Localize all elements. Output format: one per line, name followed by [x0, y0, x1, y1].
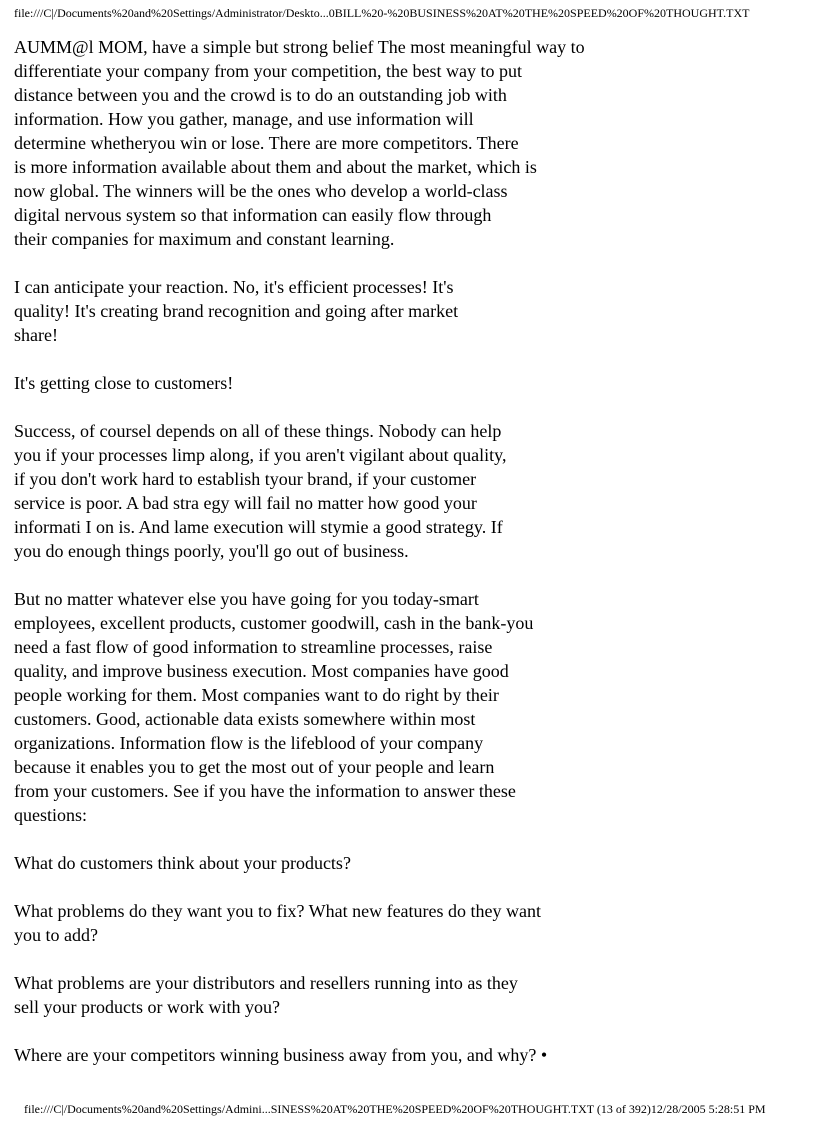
- text-line: now global. The winners will be the ones who develop a world-class: [14, 181, 508, 201]
- text-line: customers. Good, actionable data exists somewhere within most: [14, 709, 476, 729]
- paragraph: [14, 1043, 804, 1067]
- text-line: informati I on is. And lame execution will stymie a good strategy. If: [14, 517, 503, 537]
- paragraph: [14, 35, 804, 251]
- paragraph: [14, 971, 804, 1019]
- text-line: What problems do they want you to fix? What new features do they want: [14, 901, 542, 921]
- text-line: from your customers. See if you have the information to answer these: [14, 781, 516, 801]
- text-line: It's getting close to customers!: [14, 373, 234, 393]
- text-line: organizations. Information flow is the lifeblood of your company: [14, 733, 484, 753]
- document-body: [14, 35, 804, 1091]
- text-line: is more information available about them and about the market, which is: [14, 157, 537, 177]
- text-line: information. How you gather, manage, and use information will: [14, 109, 474, 129]
- text-line: What do customers think about your products?: [14, 853, 351, 873]
- text-line: quality! It's creating brand recognition and going after market: [14, 301, 459, 321]
- paragraph: [14, 275, 804, 347]
- text-line: their companies for maximum and constant learning.: [14, 229, 395, 249]
- text-line: need a fast flow of good information to streamline processes, raise: [14, 637, 493, 657]
- text-line: But no matter whatever else you have going for you today-smart: [14, 589, 479, 609]
- text-line: AUMM@l MOM, have a simple but strong belief The most meaningful way to: [14, 37, 585, 57]
- text-line: Where are your competitors winning business away from you, and why? •: [14, 1045, 548, 1065]
- page-header-url: file:///C|/Documents%20and%20Settings/Administrator/Deskto...0BILL%20-%20BUSINESS%20AT%20THE%20SPEED%20OF%20THOUGHT.TXT: [14, 6, 750, 20]
- paragraph: [14, 851, 804, 875]
- paragraph: [14, 899, 804, 947]
- text-line: Success, of coursel depends on all of these things. Nobody can help: [14, 421, 502, 441]
- paragraph: [14, 419, 804, 563]
- text-line: employees, excellent products, customer goodwill, cash in the bank-you: [14, 613, 534, 633]
- text-line: share!: [14, 325, 58, 345]
- text-line: What problems are your distributors and resellers running into as they: [14, 973, 518, 993]
- text-line: differentiate your company from your competition, the best way to put: [14, 61, 523, 81]
- text-line: because it enables you to get the most out of your people and learn: [14, 757, 495, 777]
- text-line: digital nervous system so that information can easily flow through: [14, 205, 492, 225]
- paragraph: [14, 587, 804, 827]
- page-footer-url: file:///C|/Documents%20and%20Settings/Admini...SINESS%20AT%20THE%20SPEED%20OF%20THOUGHT.TXT (13 of 392)12/28/2005 5:28:51 PM: [24, 1102, 766, 1116]
- text-line: sell your products or work with you?: [14, 997, 280, 1017]
- text-line: you if your processes limp along, if you aren't vigilant about quality,: [14, 445, 507, 465]
- paragraph: [14, 371, 804, 395]
- text-line: I can anticipate your reaction. No, it's efficient processes! It's: [14, 277, 454, 297]
- text-line: determine whetheryou win or lose. There are more competitors. There: [14, 133, 519, 153]
- text-line: you to add?: [14, 925, 98, 945]
- text-line: service is poor. A bad stra egy will fail no matter how good your: [14, 493, 477, 513]
- text-line: you do enough things poorly, you'll go out of business.: [14, 541, 409, 561]
- text-line: if you don't work hard to establish tyour brand, if your customer: [14, 469, 477, 489]
- text-line: people working for them. Most companies want to do right by their: [14, 685, 499, 705]
- text-line: distance between you and the crowd is to do an outstanding job with: [14, 85, 507, 105]
- text-line: questions:: [14, 805, 88, 825]
- text-line: quality, and improve business execution. Most companies have good: [14, 661, 509, 681]
